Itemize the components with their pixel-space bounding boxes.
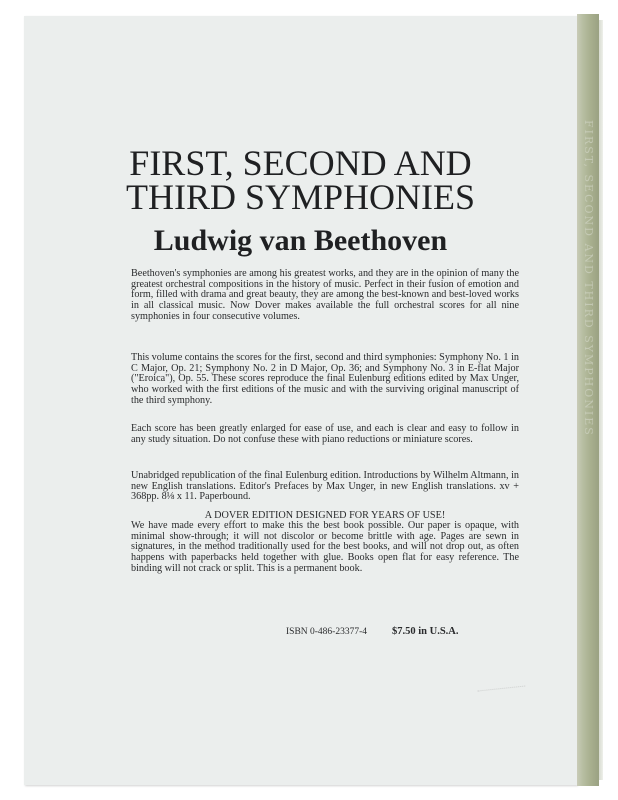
- score-size-paragraph: Each score has been greatly enlarged for ease of use, and each is clear and easy to follow in any study situation. Do not confuse these with piano reductions or miniature scores.: [131, 423, 519, 445]
- price-label: $7.50 in U.S.A.: [392, 626, 459, 637]
- isbn-number: ISBN 0-486-23377-4: [286, 627, 368, 637]
- dover-edition-banner: A DOVER EDITION DESIGNED FOR YEARS OF USE!: [204, 510, 446, 521]
- page-edge: [599, 20, 603, 780]
- spine-title: FIRST, SECOND AND THIRD SYMPHONIES: [582, 120, 595, 437]
- publication-details: Unabridged republication of the final Eulenburg edition. Introductions by Wilhelm Altmann, in new English translations. Editor's Prefaces by Max Unger, in new English translations. xv + 368pp. 8⅛ x 11. Paperbound.: [131, 470, 519, 503]
- title-line-1: FIRST, SECOND AND: [129, 143, 472, 183]
- quality-statement: We have made every effort to make this the best book possible. Our paper is opaque, with minimal show-through; it will not discolor or become brittle with age. Pages are sewn in signatures, in the method traditionally used for the best books, and will not drop out, as often happens with paperbacks held together with glue. Books open flat for easy reference. The binding will not crack or split. This is a permanent book.: [131, 520, 519, 574]
- author-name: Ludwig van Beethoven: [153, 224, 448, 257]
- title-line-2: THIRD SYMPHONIES: [125, 177, 476, 217]
- description-paragraph: Beethoven's symphonies are among his greatest works, and they are in the opinion of many the greatest orchestral compositions in the history of music. Perfect in their fusion of emotion and form, filled with drama and great beauty, they are among the best-known and best-loved works in all classical music. Now Dover makes available the full orchestral scores for all nine symphonies in four consecutive volumes.: [131, 268, 519, 322]
- contents-paragraph: This volume contains the scores for the first, second and third symphonies: Symphony No. 1 in C Major, Op. 21; Symphony No. 2 in D Major, Op. 36; and Symphony No. 3 in E-flat Major ("Eroica"), Op. 55. These scores reproduce the final Eulenburg editions edited by Max Unger, who worked with the first editions of the music and with the surviving original manuscript of the third symphony.: [131, 352, 519, 406]
